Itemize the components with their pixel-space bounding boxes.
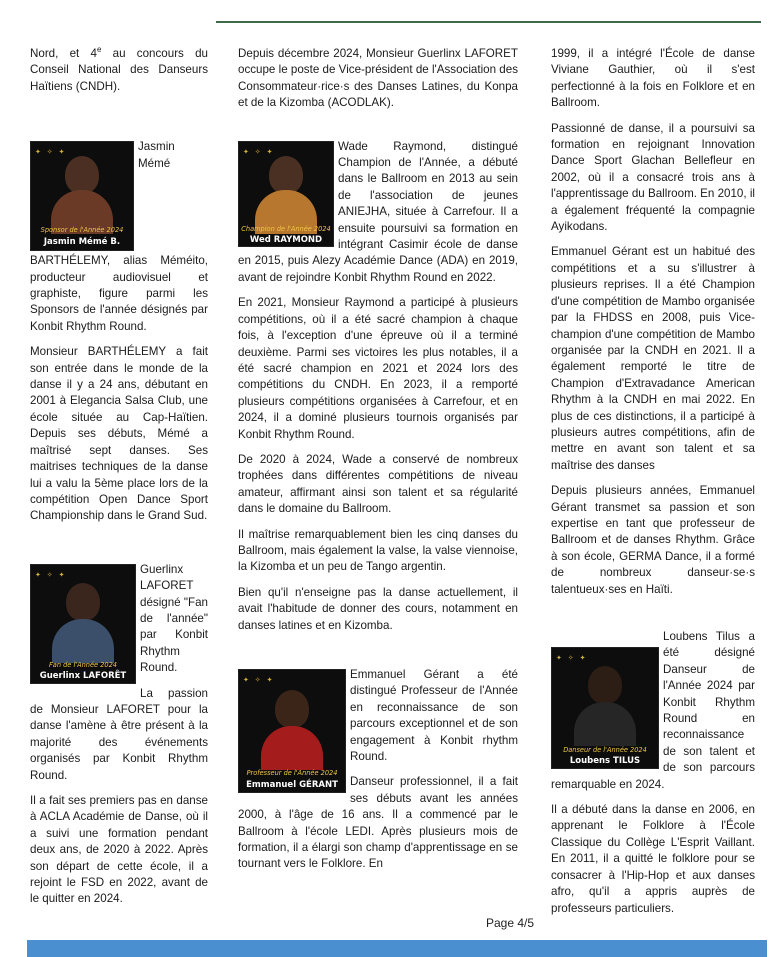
paragraph-emmanuel-career: Danseur professionnel, il a fait ses débuts avant les années 2000, à l'âge de 16 ans. Il a commencé par le Ballroom à l'école LEDI. Après plusieurs mois de formation, il a élargi son champ d'apprentissage en se tournant vers le Folklore. En xyxy=(238,775,518,871)
wade-intro-text: Wade Raymond, distingué Champion de l'Année, a débuté dans le Ballroom en 2013 au sein de l'association de jeunes ANIEJHA, située à Carrefour. Il a ensuite poursuivi sa formation en intégrant Casimir école de danse en 2015, puis Alezy Académie Dance (ADA) en 2019, avant de rejoindre Konbit Rhythm Round en 2022. xyxy=(238,139,518,284)
paragraph-cndh xyxy=(30,46,208,95)
photo-name: Jasmin Mémé B. xyxy=(43,237,121,248)
sparkle-decoration: ✦ ✧ ✦ xyxy=(35,149,67,157)
spacer xyxy=(238,121,518,139)
paragraph-wade-dances: Il maîtrise remarquablement bien les cinq danses du Ballroom, mais également la valse, la valse viennoise, la Kizomba et un peu de Tango argentin. xyxy=(238,527,518,574)
photo-name: Emmanuel GÉRANT xyxy=(246,780,338,790)
paragraph-guerlinx-training: Il a fait ses premiers pas en danse à ACLA Académie de Danse, où il a suivi une formation pendant deux ans, de 2020 à 2022. Après son départ de cette école, il a rejoint le FSD en 2022, avant de le quitter en 2024. xyxy=(30,794,208,906)
paragraph-emmanuel-viviane: 1999, il a intégré l'École de danse Viviane Gauthier, où il s'est perfectionné à la fois en Folklore et en Ballroom. xyxy=(551,47,755,110)
jasmin-intro-text: Jasmin Mémé BARTHÉLEMY, alias Méméito, producteur audiovisuel et graphiste, figure parmi les Sponsors de l'année désignés par Konbit Rhythm Round. xyxy=(30,140,208,333)
paragraph-wade-intro xyxy=(238,139,518,287)
paragraph-jasmin-career: Monsieur BARTHÉLEMY a fait son entrée dans le monde de la danse il y a 24 ans, débutant en 2001 à Elegancia Salsa Club, une école située au Cap-Haïtien. Depuis ses débuts, Mémé a maîtrisé sept danses. Ses maitrises techniques de la danse lui a valu la 5ème place lors de la compétition Open Dance Sport Championship dans le Grand Sud. xyxy=(30,345,208,523)
text-fragment: au concours du Conseil National des Danseurs Haïtiens (CNDH). xyxy=(30,47,208,93)
paragraph-wade-competitions: En 2021, Monsieur Raymond a participé à plusieurs compétitions, où il a été sacré champion à chaque fois, à l'exception d'une épreuve où il a terminé deuxième. Parmi ses victoires les plus notables, il a été sacré champion en 2021 et 2024 lors des compétitions du CNDH. En 2023, il a remporté plusieurs compétitions organisées à Carrefour, et en 2024, il a dominé plusieurs tournois organisés par Konbit Rhythm Round. xyxy=(238,296,518,441)
guerlinx-photo xyxy=(30,564,136,684)
text-fragment: Nord, et 4 xyxy=(30,47,97,60)
column-1 xyxy=(30,46,208,917)
photo-award-title: Fan de l'Année 2024 xyxy=(49,660,117,669)
paragraph-guerlinx-intro xyxy=(30,562,208,681)
paragraph-emmanuel-school: Depuis plusieurs années, Emmanuel Gérant transmet sa passion et son expertise en tant que professeur de Ballroom et de danses Rhythm. Grâce à son école, GERMA Dance, il a formé de nombreux danseur·se·s talentueux·ses en Haïti. xyxy=(551,484,755,596)
portrait-head xyxy=(588,666,622,704)
superscript: e xyxy=(96,45,102,55)
sparkle-decoration: ✦ ✧ ✦ xyxy=(35,571,67,579)
photo-award-title: Champion de l'Année 2024 xyxy=(241,224,331,233)
portrait-head xyxy=(275,690,309,728)
portrait-body xyxy=(261,726,323,770)
emmanuel-photo xyxy=(238,669,346,793)
portrait-head xyxy=(66,583,100,621)
photo-name: Wed RAYMOND xyxy=(249,234,323,245)
photo-name: Loubens TILUS xyxy=(569,756,641,766)
paragraph-emmanuel-training: Passionné de danse, il a poursuivi sa formation en rejoignant Innovation Dance Sport Glachan Bellefleur en 2002, où il a consacré trois ans à l'apprentissage du Ballroom. En 2010, il a également fréquenté la compagnie Ayikodans. xyxy=(551,121,755,234)
paragraph-wade-teaching: Bien qu'il n'enseigne pas la danse actuellement, il avait l'habitude de donner des cours, notamment en danses latines et en Kizomba. xyxy=(238,585,518,632)
photo-award-title: Professeur de l'Année 2024 xyxy=(246,769,338,777)
sparkle-decoration: ✦ ✧ ✦ xyxy=(243,677,275,684)
paragraph-loubens-intro xyxy=(551,629,755,793)
spacer xyxy=(551,607,755,629)
paragraph-wade-trophies: De 2020 à 2024, Wade a conservé de nombreux trophées dans différentes compétitions de niveau amateur, affirmant ainsi son talent et sa régularité dans le domaine du Ballroom. xyxy=(238,452,518,516)
photo-award-title: Danseur de l'Année 2024 xyxy=(563,746,647,754)
spacer xyxy=(30,534,208,562)
loubens-photo xyxy=(551,647,659,769)
portrait-head xyxy=(65,156,99,194)
paragraph-acodlak: Depuis décembre 2024, Monsieur Guerlinx LAFORET occupe le poste de Vice-président de l'Association des Consommateur·rice·s des Danses Latines, du Konpa et de la Kizomba (ACODLAK). xyxy=(238,47,518,110)
jasmin-photo xyxy=(30,141,134,251)
footer-bar xyxy=(27,940,767,957)
loubens-intro-text: Loubens Tilus a été désigné Danseur de l'Année 2024 par Konbit Rhythm Round en reconnaissance de son talent et de son parcours remarquable en 2024. xyxy=(551,630,755,791)
photo-award-title: Sponsor de l'Année 2024 xyxy=(40,226,124,235)
column-3 xyxy=(551,46,755,926)
photo-name: Guerlinx LAFORÊT xyxy=(39,670,127,681)
spacer xyxy=(30,104,208,139)
sparkle-decoration: ✦ ✧ ✦ xyxy=(243,148,275,156)
paragraph-guerlinx-passion: La passion de Monsieur LAFORET pour la danse l'amène à être présent à la majorité des événements organisés par Konbit Rhythm Round. xyxy=(30,686,208,782)
column-2 xyxy=(238,46,518,882)
spacer xyxy=(238,643,518,667)
portrait-head xyxy=(269,156,303,194)
header-rule xyxy=(216,21,761,23)
paragraph-jasmin-intro xyxy=(30,139,208,335)
guerlinx-intro-text: Guerlinx LAFORET désigné "Fan de l'année" par Konbit Rhythm Round. xyxy=(140,562,208,675)
sparkle-decoration: ✦ ✧ ✦ xyxy=(556,655,588,662)
paragraph-emmanuel-competitions: Emmanuel Gérant est un habitué des compétitions et a su s'illustrer à plusieurs reprises. Il a été Champion d'une compétition de Mambo organisée par la FHDSS en 2008, puis Vice-champion d'une compétition de Mambo organisée par la CNDH en 2021. Il a également remporté le titre de Champion d'Extravadance American Rhythm à la CNDH en mai 2022. En plus de ces distinctions, il a participé à plusieurs autres compétitions, afin de mettre en avant son talent et sa maîtrise des danses xyxy=(551,245,755,472)
paragraph-emmanuel-intro xyxy=(238,667,518,790)
paragraph-loubens-career: Il a débuté dans la danse en 2006, en apprenant le Folklore à l'École Classique du Collège L'Esprit Vaillant. En 2011, il a quitté le folklore pour se consacrer à l'Hip-Hop et aux danses afro, qu'il a appris auprès de professeurs particuliers. xyxy=(551,803,755,915)
wade-photo xyxy=(238,141,334,247)
emmanuel-intro-text: Emmanuel Gérant a été distingué Professeur de l'Année en reconnaissance de son parcours exceptionnel et de son engagement à Konbit rhythm Round. xyxy=(350,668,518,764)
page-number: Page 4/5 xyxy=(486,916,535,930)
portrait-body xyxy=(574,702,636,746)
